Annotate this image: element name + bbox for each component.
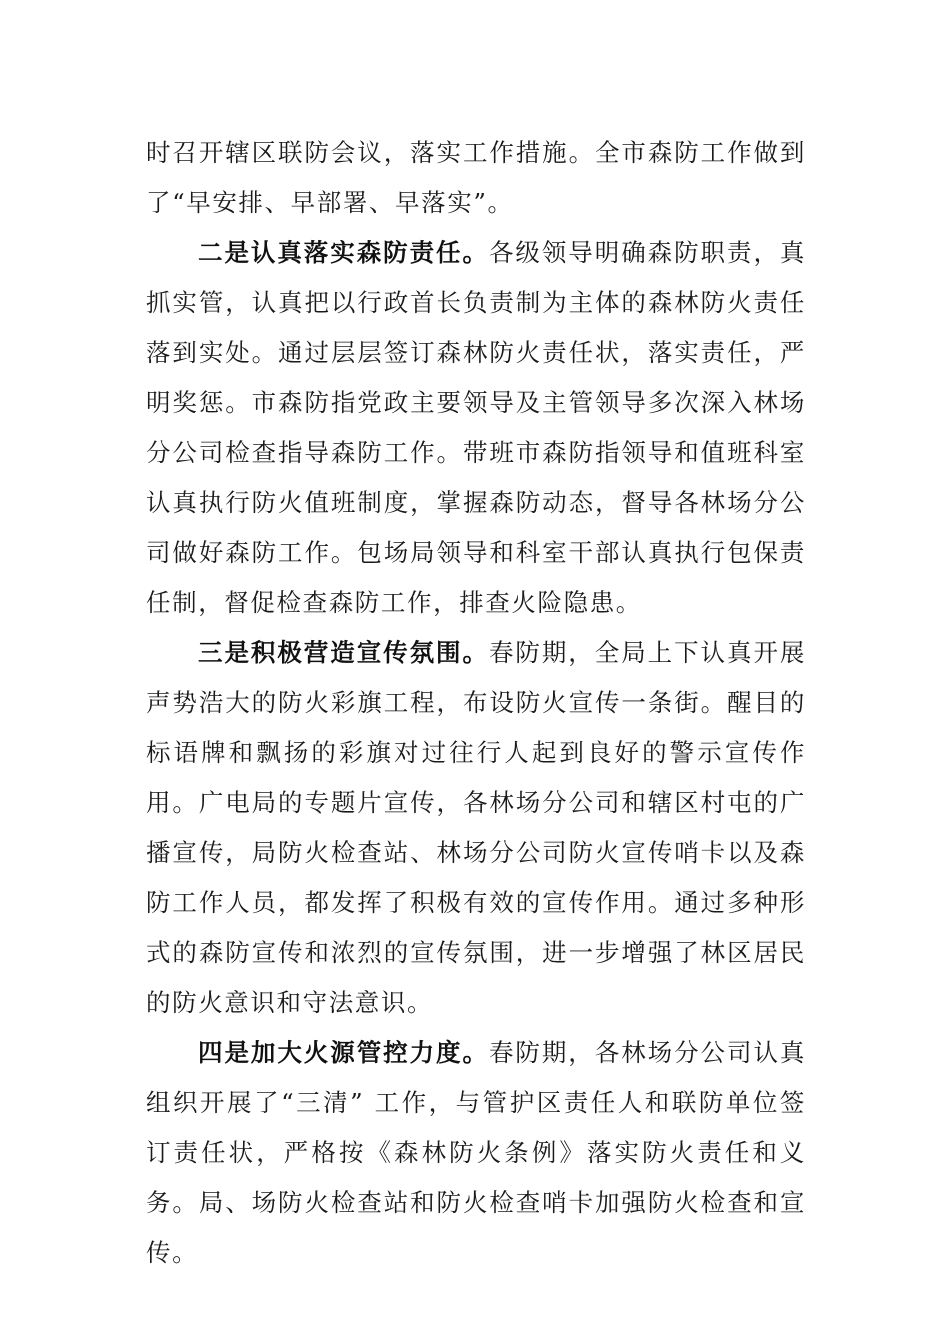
paragraph-heading: 二是认真落实森防责任。 xyxy=(198,238,489,267)
paragraph-continuation xyxy=(146,128,806,228)
paragraph-text: 各级领导明确森防职责，真抓实管，认真把以行政首长负责制为主体的森林防火责任落到实处。通过层层签订森林防火责任状，落实责任，严明奖惩。市森防指党政主要领导及主管领导多次深入林场分公司检查指导森防工作。带班市森防指领导和值班科室认真执行防火值班制度，掌握森防动态，督导各林场分公司做好森防工作。包场局领导和科室干部认真执行包保责任制，督促检查森防工作，排查火险隐患。 xyxy=(146,238,806,617)
paragraph-text: 春防期，全局上下认真开展声势浩大的防火彩旗工程，布设防火宣传一条街。醒目的标语牌和飘扬的彩旗对过往行人起到良好的警示宣传作用。广电局的专题片宣传，各林场分公司和辖区村屯的广播宣传，局防火检查站、林场分公司防火宣传哨卡以及森防工作人员，都发挥了积极有效的宣传作用。通过多种形式的森防宣传和浓烈的宣传氛围，进一步增强了林区居民的防火意识和守法意识。 xyxy=(146,638,806,1017)
paragraph-heading: 三是积极营造宣传氛围。 xyxy=(198,638,489,667)
paragraph-heading: 四是加大火源管控力度。 xyxy=(198,1038,489,1067)
paragraph-fire-control xyxy=(146,1028,806,1278)
paragraph-responsibility xyxy=(146,228,806,628)
paragraph-text: 时召开辖区联防会议，落实工作措施。全市森防工作做到了“早安排、早部署、早落实”。 xyxy=(146,138,806,217)
paragraph-text: 春防期，各林场分公司认真组织开展了“三清” 工作，与管护区责任人和联防单位签订责任状，严格按《森林防火条例》落实防火责任和义务。局、场防火检查站和防火检查哨卡加强防火检查和宣传。 xyxy=(146,1038,806,1267)
paragraph-publicity xyxy=(146,628,806,1028)
document-body xyxy=(146,128,806,1278)
